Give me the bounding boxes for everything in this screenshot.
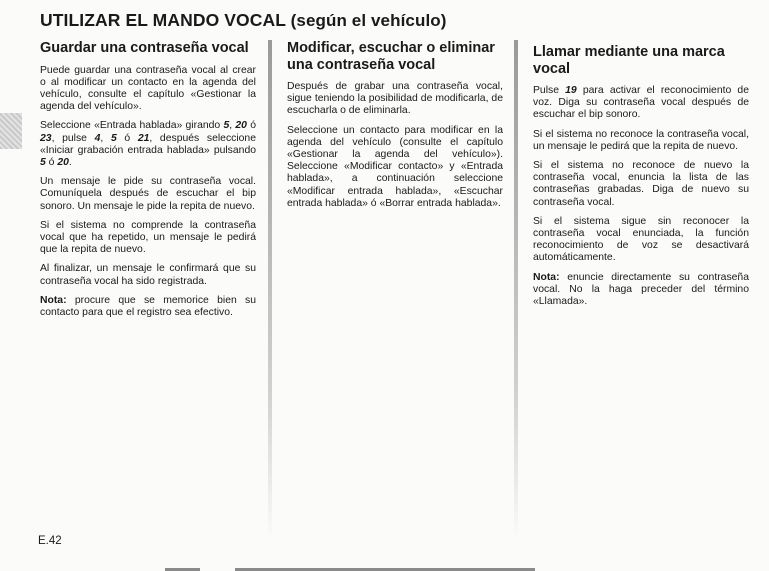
control-ref: 20 bbox=[57, 156, 69, 168]
column-divider-1 bbox=[268, 40, 272, 540]
column-llamar bbox=[533, 44, 749, 315]
control-ref: 4 bbox=[94, 132, 101, 144]
control-ref: 5 bbox=[40, 156, 46, 168]
section-heading-modificar: Modificar, escuchar o eliminar una contraseña vocal bbox=[287, 40, 495, 73]
note: Nota: enuncie directamente su contraseña vocal. No la haga preceder del término «Llamada». bbox=[533, 271, 749, 308]
control-ref: 5 bbox=[110, 132, 117, 144]
control-ref: 20 bbox=[235, 120, 247, 132]
paragraph: Puede guardar una contraseña vocal al crear o al modificar un contacto en la agenda del vehículo, consulte el capítulo «Gestionar la agenda del vehículo». bbox=[40, 64, 256, 113]
page-title bbox=[40, 10, 447, 31]
paragraph-activate: Pulse 19 para activar el reconocimiento de voz. Diga su contraseña vocal después de escuchar el bip sonoro. bbox=[533, 85, 749, 121]
control-ref: 21 bbox=[137, 132, 150, 144]
column-modificar bbox=[287, 40, 503, 217]
title-main: UTILIZAR EL MANDO VOCAL bbox=[40, 10, 286, 30]
paragraph: Si el sistema no reconoce de nuevo la contraseña vocal, enuncia la lista de las contraseñas grabadas. Diga de nuevo su contraseña vocal. bbox=[533, 160, 749, 208]
paragraph-steps: Seleccione «Entrada hablada» girando 5, 20 ó 23, pulse 4, 5 ó 21, después seleccione «Iniciar grabación entrada hablada» pulsando 5 ó 20. bbox=[40, 120, 256, 168]
control-ref: 23 bbox=[40, 132, 52, 144]
paragraph: Si el sistema no comprende la contraseña vocal que ha repetido, un mensaje le pedirá que la repita de nuevo. bbox=[40, 219, 256, 256]
page-number: E.42 bbox=[38, 535, 62, 547]
control-ref: 5 bbox=[223, 120, 230, 132]
paragraph: Si el sistema no reconoce la contraseña vocal, un mensaje le pedirá que la repita de nuevo. bbox=[533, 128, 749, 152]
note-label: Nota: bbox=[40, 294, 67, 306]
column-divider-2 bbox=[514, 40, 518, 540]
note: Nota: procure que se memorice bien su contacto para que el registro sea efectivo. bbox=[40, 294, 256, 318]
paragraph: Si el sistema sigue sin reconocer la contraseña vocal enunciada, la función reconocimiento de voz se desactivará automáticamente. bbox=[533, 215, 749, 264]
control-ref: 19 bbox=[565, 85, 577, 96]
note-label: Nota: bbox=[533, 271, 560, 283]
column-guardar bbox=[40, 40, 256, 326]
side-tab-marker bbox=[0, 113, 22, 149]
title-subtitle: (según el vehículo) bbox=[290, 11, 447, 30]
paragraph: Después de grabar una contraseña vocal, sigue teniendo la posibilidad de modificarla, de escucharla o de eliminarla. bbox=[287, 81, 503, 117]
paragraph: Al finalizar, un mensaje le confirmará que su contraseña vocal ha sido registrada. bbox=[40, 263, 256, 287]
paragraph: Un mensaje le pide su contraseña vocal. Comuníquela después de escuchar el bip sonoro. Un mensaje le pide la repita de nuevo. bbox=[40, 176, 256, 212]
section-heading-llamar: Llamar mediante una marca vocal bbox=[533, 44, 725, 77]
paragraph: Seleccione un contacto para modificar en la agenda del vehículo (consulte el capítulo «Gestionar la agenda del vehículo»). Seleccione «Modificar contacto» y «Entrada hablada», a continuación seleccione «Modificar entrada hablada», «Escuchar entrada hablada» ó «Borrar entrada hablada». bbox=[287, 124, 503, 209]
section-heading-guardar: Guardar una contraseña vocal bbox=[40, 40, 249, 56]
